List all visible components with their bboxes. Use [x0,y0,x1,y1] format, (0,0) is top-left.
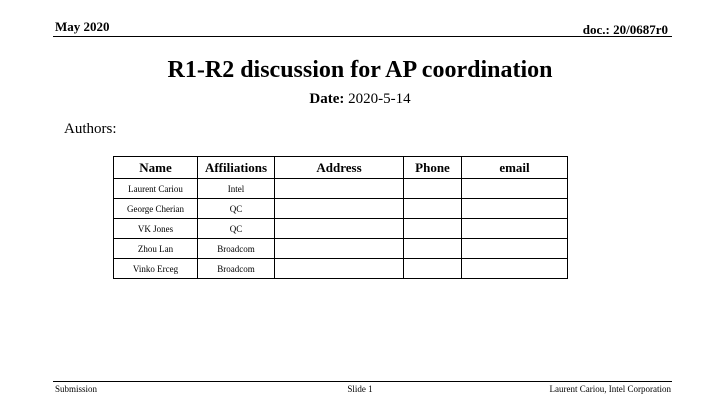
cell-phone [404,239,462,259]
cell-affiliation: Broadcom [198,259,275,279]
cell-email [462,259,568,279]
cell-phone [404,199,462,219]
cell-affiliation: QC [198,199,275,219]
date-label: Date: [309,91,345,107]
cell-name: Laurent Cariou [114,179,198,199]
cell-phone [404,219,462,239]
slide-title: R1-R2 discussion for AP coordination [167,57,553,83]
header-doc-number: doc.: 20/0687r0 [582,22,668,37]
table-row [114,219,568,239]
cell-name: George Cherian [114,199,198,219]
date-value: 2020-5-14 [348,91,411,107]
header-date: May 2020 [55,19,110,34]
cell-name: Zhou Lan [114,239,198,259]
col-header-email: email [462,157,568,179]
col-header-phone: Phone [404,157,462,179]
cell-address [275,219,404,239]
cell-affiliation: QC [198,219,275,239]
cell-email [462,199,568,219]
footer-submission: Submission [55,384,98,394]
cell-address [275,199,404,219]
cell-address [275,179,404,199]
table-row [114,199,568,219]
cell-email [462,219,568,239]
footer-author: Laurent Cariou, Intel Corporation [549,384,671,394]
cell-affiliation: Broadcom [198,239,275,259]
col-header-name: Name [114,157,198,179]
col-header-affiliations: Affiliations [198,157,275,179]
header-divider [53,36,672,37]
cell-address [275,259,404,279]
date-line [0,91,720,108]
cell-phone [404,259,462,279]
cell-name: VK Jones [114,219,198,239]
table-row [114,239,568,259]
cell-email [462,179,568,199]
footer-divider [53,381,672,382]
cell-name: Vinko Erceg [114,259,198,279]
cell-email [462,239,568,259]
cell-phone [404,179,462,199]
table-row [114,179,568,199]
cell-address [275,239,404,259]
cell-affiliation: Intel [198,179,275,199]
authors-label: Authors: [64,121,117,137]
authors-table [113,156,568,279]
footer-slide-number: Slide 1 [347,384,373,394]
col-header-address: Address [275,157,404,179]
table-row [114,259,568,279]
table-header-row [114,157,568,179]
